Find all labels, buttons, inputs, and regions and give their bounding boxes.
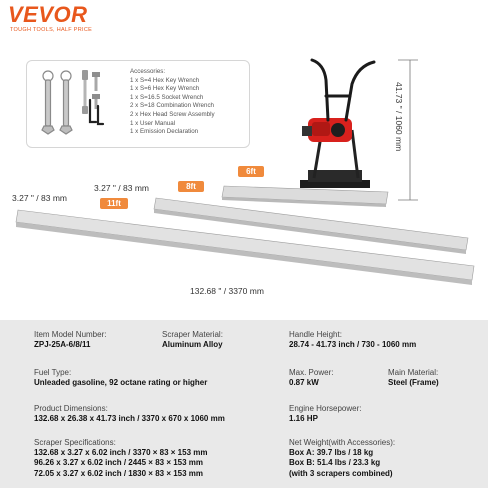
accessory-item: 1 x S=16.5 Socket Wrench [130, 93, 204, 101]
spec-label: Max. Power: [289, 368, 334, 377]
spec-label: Engine Horsepower: [289, 404, 362, 413]
scraper-blade-6ft [222, 186, 388, 207]
spec-value: (with 3 scrapers combined) [289, 468, 393, 478]
spec-scraper-specifications [34, 438, 207, 479]
accessory-item: 1 x User Manual [130, 119, 176, 127]
spec-net-weight [289, 438, 395, 479]
accessory-item: 2 x S=18 Combination Wrench [130, 102, 214, 110]
spec-fuel-type [34, 368, 207, 388]
spec-label: Main Material: [388, 368, 439, 377]
spec-max-power [289, 368, 333, 388]
spec-label: Item Model Number: [34, 330, 107, 339]
spec-product-dimensions [34, 404, 225, 424]
spec-value: 96.26 x 3.27 x 6.02 inch / 2445 × 83 × 153 mm [34, 458, 204, 468]
handle-bar [312, 60, 374, 120]
spec-value: Steel (Frame) [388, 378, 439, 388]
spec-value: 72.05 x 3.27 x 6.02 inch / 1830 × 83 × 153 mm [34, 468, 204, 478]
spec-value: Box A: 39.7 lbs / 18 kg [289, 448, 374, 458]
spec-value: 28.74 - 41.73 inch / 730 - 1060 mm [289, 340, 417, 350]
spec-model [34, 330, 106, 350]
spec-value: Box B: 51.4 lbs / 23.3 kg [289, 458, 381, 468]
spec-value: 132.68 x 3.27 x 6.02 inch / 3370 × 83 × 153 mm [34, 448, 208, 458]
spec-engine-horsepower [289, 404, 361, 424]
logo-tagline: TOUGH TOOLS, HALF PRICE [10, 27, 93, 33]
tag-8ft: 8ft [178, 181, 204, 192]
accessories-title: Accessories: [130, 68, 166, 75]
spec-value: 0.87 kW [289, 378, 319, 388]
profile-dimension-upper: 3.27 " / 83 mm [94, 183, 149, 193]
spec-label: Handle Height: [289, 330, 342, 339]
spec-label: Scraper Specifications: [34, 438, 116, 447]
accessory-item: 1 x S=6 Hex Key Wrench [130, 85, 200, 93]
tag-11ft: 11ft [100, 198, 128, 209]
spec-value: Aluminum Alloy [162, 340, 223, 350]
tag-6ft: 6ft [238, 166, 264, 177]
specifications-panel [0, 320, 488, 488]
spec-handle-height [289, 330, 416, 350]
height-dimension-label: 41.73 " / 1060 mm [394, 82, 404, 152]
logo-wordmark: VEVOR [8, 2, 88, 27]
spec-label: Fuel Type: [34, 368, 72, 377]
engine-unit [302, 118, 352, 142]
accessory-item: 1 x S=4 Hex Key Wrench [130, 76, 200, 84]
accessory-item: 2 x Hex Head Screw Assembly [130, 110, 215, 118]
spec-label: Net Weight(with Accessories): [289, 438, 396, 447]
spec-value: Unleaded gasoline, 92 octane rating or higher [34, 378, 208, 388]
accessory-item: 1 x Emission Declaration [130, 128, 199, 136]
spec-main-material [388, 368, 439, 388]
spec-label: Product Dimensions: [34, 404, 108, 413]
spec-scraper-material [162, 330, 223, 350]
spec-value: 132.68 x 26.38 x 41.73 inch / 3370 x 670 x 1060 mm [34, 414, 225, 424]
spec-label: Scraper Material: [162, 330, 223, 339]
spec-value: ZPJ-25A-6/8/11 [34, 340, 91, 350]
length-dimension-label: 132.68 " / 3370 mm [190, 286, 264, 296]
profile-dimension-left: 3.27 " / 83 mm [12, 193, 67, 203]
spec-value: 1.16 HP [289, 414, 318, 424]
